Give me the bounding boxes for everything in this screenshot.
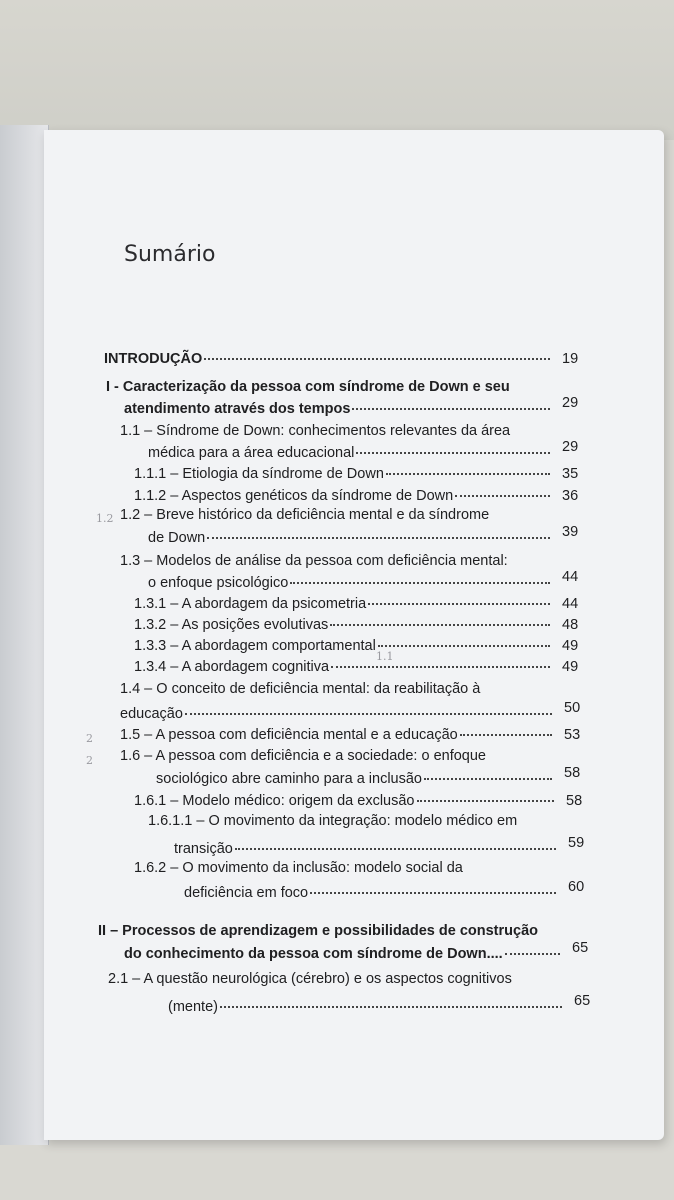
toc-entry-text: (mente) bbox=[168, 999, 218, 1015]
page-number: 53 bbox=[564, 727, 581, 743]
book-page bbox=[44, 130, 664, 1140]
page-number: 49 bbox=[562, 659, 579, 675]
toc-entry-line bbox=[134, 594, 554, 614]
pencil-mark: 1.1 bbox=[376, 650, 394, 663]
dot-leader bbox=[455, 494, 550, 497]
pencil-mark: 2 bbox=[86, 754, 93, 767]
dot-leader bbox=[204, 357, 550, 360]
toc-entry-text: deficiência em foco bbox=[184, 885, 309, 901]
page-number: 29 bbox=[562, 395, 579, 411]
page-number: 65 bbox=[572, 940, 589, 956]
toc-entry-title: 1.6 – A pessoa com deficiência e a sociedade: o enfoque bbox=[120, 748, 486, 764]
toc-entry-line bbox=[124, 944, 564, 964]
toc-entry-title: 1.6.1.1 – O movimento da integração: modelo médico em bbox=[148, 813, 518, 829]
toc-entry-text: 1.3.1 – A abordagem da psicometria bbox=[134, 596, 367, 612]
toc-entry-line bbox=[148, 443, 554, 463]
toc-entry-line bbox=[184, 883, 560, 903]
dot-leader bbox=[378, 644, 550, 647]
toc-entry-title: 1.6.2 – O movimento da inclusão: modelo social da bbox=[134, 860, 463, 876]
toc-entry-title: II – Processos de aprendizagem e possibilidades de construção bbox=[98, 923, 538, 939]
toc-entry-line bbox=[124, 399, 554, 419]
toc-entry-line bbox=[134, 657, 554, 677]
dot-leader bbox=[310, 891, 556, 894]
toc-entry-text: médica para a área educacional bbox=[148, 445, 355, 461]
toc-entry-line bbox=[156, 769, 556, 789]
page-number: 36 bbox=[562, 488, 579, 504]
toc-entry-line bbox=[104, 349, 554, 369]
toc-entry-line bbox=[148, 573, 554, 593]
dot-leader bbox=[356, 451, 550, 454]
toc-entry-text: transição bbox=[174, 841, 233, 857]
dot-leader bbox=[424, 777, 552, 780]
page-number: 59 bbox=[568, 835, 585, 851]
page-title: Sumário bbox=[124, 242, 216, 267]
toc-entry-line bbox=[120, 704, 556, 724]
toc-entry-line bbox=[134, 615, 554, 635]
toc-entry-text: INTRODUÇÃO bbox=[104, 351, 203, 367]
page-number: 49 bbox=[562, 638, 579, 654]
facing-page-edge bbox=[0, 125, 49, 1145]
toc-entry-line bbox=[134, 464, 554, 484]
toc-entry-text: de Down bbox=[148, 530, 206, 546]
page-number: 58 bbox=[564, 765, 581, 781]
dot-leader bbox=[460, 733, 552, 736]
page-number: 58 bbox=[566, 793, 583, 809]
toc-entry-text: sociológico abre caminho para a inclusão bbox=[156, 771, 422, 787]
toc-entry-title: 1.4 – O conceito de deficiência mental: da reabilitação à bbox=[120, 681, 481, 697]
toc-entry-line bbox=[148, 528, 554, 548]
toc-entry-title: 1.1 – Síndrome de Down: conhecimentos relevantes da área bbox=[120, 423, 511, 439]
toc-entry-line bbox=[174, 839, 560, 859]
toc-entry-text: 1.5 – A pessoa com deficiência mental e a educação bbox=[120, 727, 458, 743]
pencil-mark: 2 bbox=[86, 732, 93, 745]
toc-entry-title: 1.3 – Modelos de análise da pessoa com deficiência mental: bbox=[120, 553, 508, 569]
page-number: 29 bbox=[562, 439, 579, 455]
background-surface bbox=[0, 0, 674, 140]
dot-leader bbox=[235, 847, 556, 850]
page-number: 44 bbox=[562, 569, 579, 585]
dot-leader bbox=[368, 602, 550, 605]
page-number: 35 bbox=[562, 466, 579, 482]
toc-entry-line bbox=[134, 791, 558, 811]
toc-entry-title: I - Caracterização da pessoa com síndrome de Down e seu bbox=[106, 379, 510, 395]
dot-leader bbox=[386, 472, 550, 475]
toc-entry-text: atendimento através dos tempos bbox=[124, 401, 351, 417]
dot-leader bbox=[331, 665, 550, 668]
dot-leader bbox=[207, 536, 550, 539]
toc-entry-text: 1.1.1 – Etiologia da síndrome de Down bbox=[134, 466, 384, 482]
dot-leader bbox=[220, 1005, 562, 1008]
toc-entry-line bbox=[120, 725, 556, 745]
toc-entry-text: educação bbox=[120, 706, 183, 722]
toc-entry-text: 1.6.1 – Modelo médico: origem da exclusão bbox=[134, 793, 415, 809]
toc-entry-text: do conhecimento da pessoa com síndrome de Down.... bbox=[124, 946, 503, 962]
toc-entry-title: 1.2 – Breve histórico da deficiência mental e da síndrome bbox=[120, 507, 490, 523]
toc-entry-line bbox=[134, 636, 554, 656]
table-of-contents bbox=[44, 130, 664, 1140]
pencil-mark: 1.2 bbox=[96, 512, 114, 525]
dot-leader bbox=[417, 799, 555, 802]
page-number: 50 bbox=[564, 700, 581, 716]
toc-entry-title: 2.1 – A questão neurológica (cérebro) e os aspectos cognitivos bbox=[108, 971, 512, 987]
toc-entry-text: 1.1.2 – Aspectos genéticos da síndrome de Down bbox=[134, 488, 454, 504]
toc-entry-text: o enfoque psicológico bbox=[148, 575, 289, 591]
dot-leader bbox=[505, 952, 560, 955]
page-number: 39 bbox=[562, 524, 579, 540]
page-number: 60 bbox=[568, 879, 585, 895]
dot-leader bbox=[185, 712, 552, 715]
toc-entry-text: 1.3.4 – A abordagem cognitiva bbox=[134, 659, 330, 675]
toc-entry-text: 1.3.3 – A abordagem comportamental bbox=[134, 638, 376, 654]
toc-entry-line bbox=[134, 486, 554, 506]
dot-leader bbox=[330, 623, 550, 626]
page-number: 65 bbox=[574, 993, 591, 1009]
dot-leader bbox=[352, 407, 550, 410]
page-number: 44 bbox=[562, 596, 579, 612]
toc-entry-line bbox=[168, 997, 566, 1017]
toc-entry-text: 1.3.2 – As posições evolutivas bbox=[134, 617, 329, 633]
page-number: 48 bbox=[562, 617, 579, 633]
page-number: 19 bbox=[562, 351, 579, 367]
dot-leader bbox=[290, 581, 550, 584]
